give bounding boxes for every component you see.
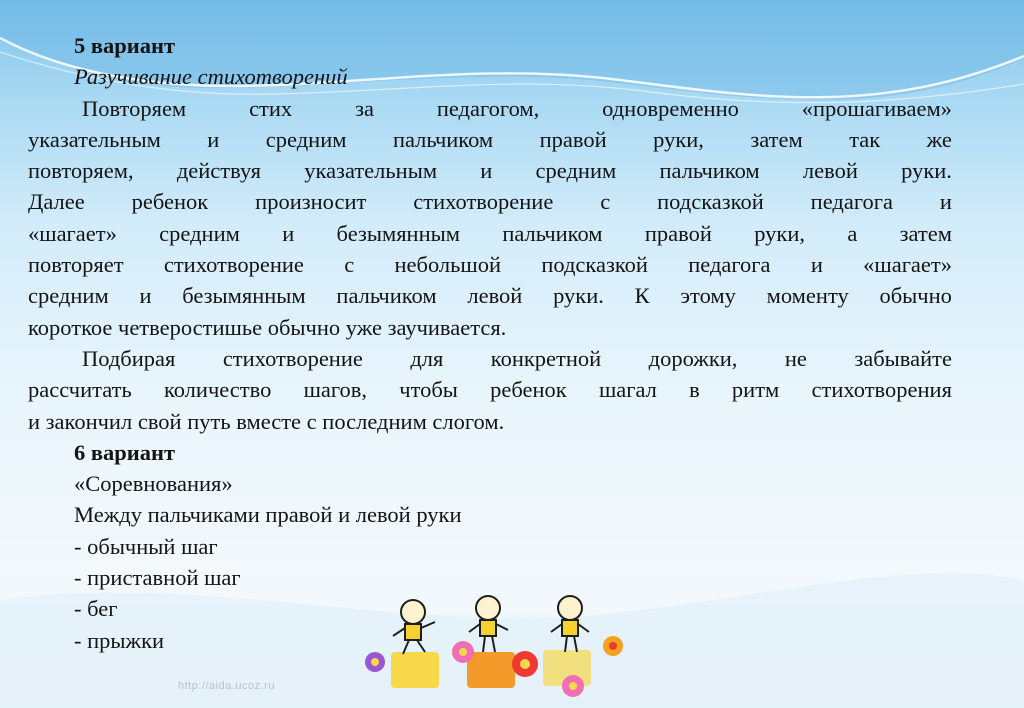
paragraph-line — [28, 124, 952, 155]
paragraph-word: количество — [163, 377, 272, 403]
paragraph-word: и — [282, 220, 295, 246]
paragraph-line — [28, 374, 952, 405]
paragraph-word: К — [634, 283, 650, 309]
paragraph-word: ребенок — [490, 377, 567, 403]
paragraph-word: повторяем, — [28, 158, 134, 184]
paragraph-word: забывайте — [854, 345, 952, 371]
paragraph-word: и — [207, 126, 220, 152]
paragraph-word: за — [355, 95, 374, 121]
paragraph-word: Повторяем — [82, 95, 187, 121]
paragraph-line — [28, 343, 952, 374]
paragraph-word: подсказкой — [541, 252, 648, 278]
paragraph-word: безымянным — [336, 220, 460, 246]
paragraph-word: небольшой — [394, 252, 502, 278]
paragraph-word: средним — [265, 126, 347, 152]
watermark: http://aida.ucoz.ru — [178, 680, 275, 692]
paragraph-word: пальчиком — [502, 220, 603, 246]
paragraph-word: «шагает» — [863, 252, 952, 278]
paragraph-word: рассчитать — [28, 377, 132, 403]
paragraph-word: так — [849, 126, 881, 152]
paragraph-word: для — [410, 345, 444, 371]
variant5-heading: 5 вариант — [74, 33, 176, 58]
paragraph-word: стихотворение — [413, 189, 554, 215]
variant5-paragraph-1 — [28, 93, 952, 343]
paragraph-line: и закончил свой путь вместе с последним слогом. — [28, 408, 505, 434]
paragraph-word: конкретной — [490, 345, 602, 371]
paragraph-word: стихотворения — [811, 377, 952, 403]
paragraph-word: и — [139, 283, 152, 309]
slide-text — [28, 30, 952, 656]
paragraph-word: пальчиком — [659, 158, 760, 184]
paragraph-word: затем — [899, 220, 952, 246]
paragraph-word: «прошагиваем» — [801, 95, 952, 121]
paragraph-word: подсказкой — [657, 189, 764, 215]
list-item: - бег — [74, 596, 118, 622]
paragraph-word: и — [480, 158, 493, 184]
paragraph-word: дорожки, — [648, 345, 738, 371]
paragraph-word: педагога — [688, 252, 771, 278]
paragraph-word: шагал — [598, 377, 657, 403]
paragraph-word: руки. — [553, 283, 604, 309]
kid-figure-2 — [469, 596, 508, 652]
paragraph-word: безымянным — [182, 283, 306, 309]
paragraph-word: стихотворение — [222, 345, 363, 371]
paragraph-word: этому — [680, 283, 736, 309]
paragraph-word: правой — [644, 220, 712, 246]
paragraph-word: с — [600, 189, 611, 215]
paragraph-word: же — [926, 126, 952, 152]
step-blocks — [391, 650, 591, 688]
paragraph-word: с — [344, 252, 355, 278]
paragraph-word: Далее — [28, 189, 85, 215]
variant6-heading: 6 вариант — [74, 439, 176, 465]
paragraph-word: одновременно — [602, 95, 739, 121]
paragraph-line — [28, 218, 952, 249]
paragraph-word: а — [847, 220, 858, 246]
paragraph-word: стих — [249, 95, 293, 121]
paragraph-word: повторяет — [28, 252, 124, 278]
paragraph-word: «шагает» — [28, 220, 117, 246]
paragraph-word: средним — [28, 283, 109, 309]
paragraph-word: Подбирая — [82, 345, 176, 371]
paragraph-word: правой — [539, 126, 607, 152]
paragraph-word: шагов, — [303, 377, 368, 403]
paragraph-word: пальчиком — [336, 283, 437, 309]
paragraph-line — [28, 155, 952, 186]
variant5-subheading: Разучивание стихотворений — [74, 64, 348, 90]
paragraph-word: руки. — [901, 158, 952, 184]
paragraph-word: средним — [159, 220, 240, 246]
paragraph-word: левой — [467, 283, 523, 309]
paragraph-word: пальчиком — [392, 126, 494, 152]
paragraph-line — [28, 186, 952, 217]
list-item: - приставной шаг — [74, 565, 241, 591]
kid-figure-1 — [393, 600, 435, 654]
paragraph-word: указательным — [304, 158, 438, 184]
variant5-paragraph-2 — [28, 343, 952, 437]
list-item: - обычный шаг — [74, 533, 218, 559]
paragraph-word: стихотворение — [163, 252, 304, 278]
paragraph-word: указательным — [28, 126, 161, 152]
paragraph-word: чтобы — [399, 377, 458, 403]
paragraph-word: педагогом, — [436, 95, 540, 121]
paragraph-word: и — [810, 252, 823, 278]
kids-and-flowers-illustration — [345, 590, 645, 708]
paragraph-word: ритм — [731, 377, 780, 403]
paragraph-word: действуя — [176, 158, 262, 184]
paragraph-line — [28, 280, 952, 311]
paragraph-word: не — [784, 345, 807, 371]
paragraph-line — [28, 93, 952, 124]
paragraph-word: педагога — [810, 189, 893, 215]
paragraph-word: руки, — [653, 126, 704, 152]
paragraph-word: и — [939, 189, 952, 215]
variant6-subheading: «Соревнования» — [74, 471, 233, 497]
variant6-intro: Между пальчиками правой и левой руки — [74, 502, 462, 528]
paragraph-word: средним — [535, 158, 617, 184]
list-item: - прыжки — [74, 627, 165, 653]
paragraph-word: в — [689, 377, 700, 403]
paragraph-word: моменту — [766, 283, 849, 309]
paragraph-word: левой — [802, 158, 858, 184]
paragraph-word: произносит — [255, 189, 367, 215]
paragraph-word: руки, — [754, 220, 806, 246]
paragraph-line: короткое четверостишье обычно уже заучивается. — [28, 314, 507, 340]
paragraph-line — [28, 249, 952, 280]
paragraph-word: затем — [750, 126, 803, 152]
paragraph-word: обычно — [879, 283, 952, 309]
paragraph-word: ребенок — [131, 189, 209, 215]
kid-figure-3 — [551, 596, 589, 652]
